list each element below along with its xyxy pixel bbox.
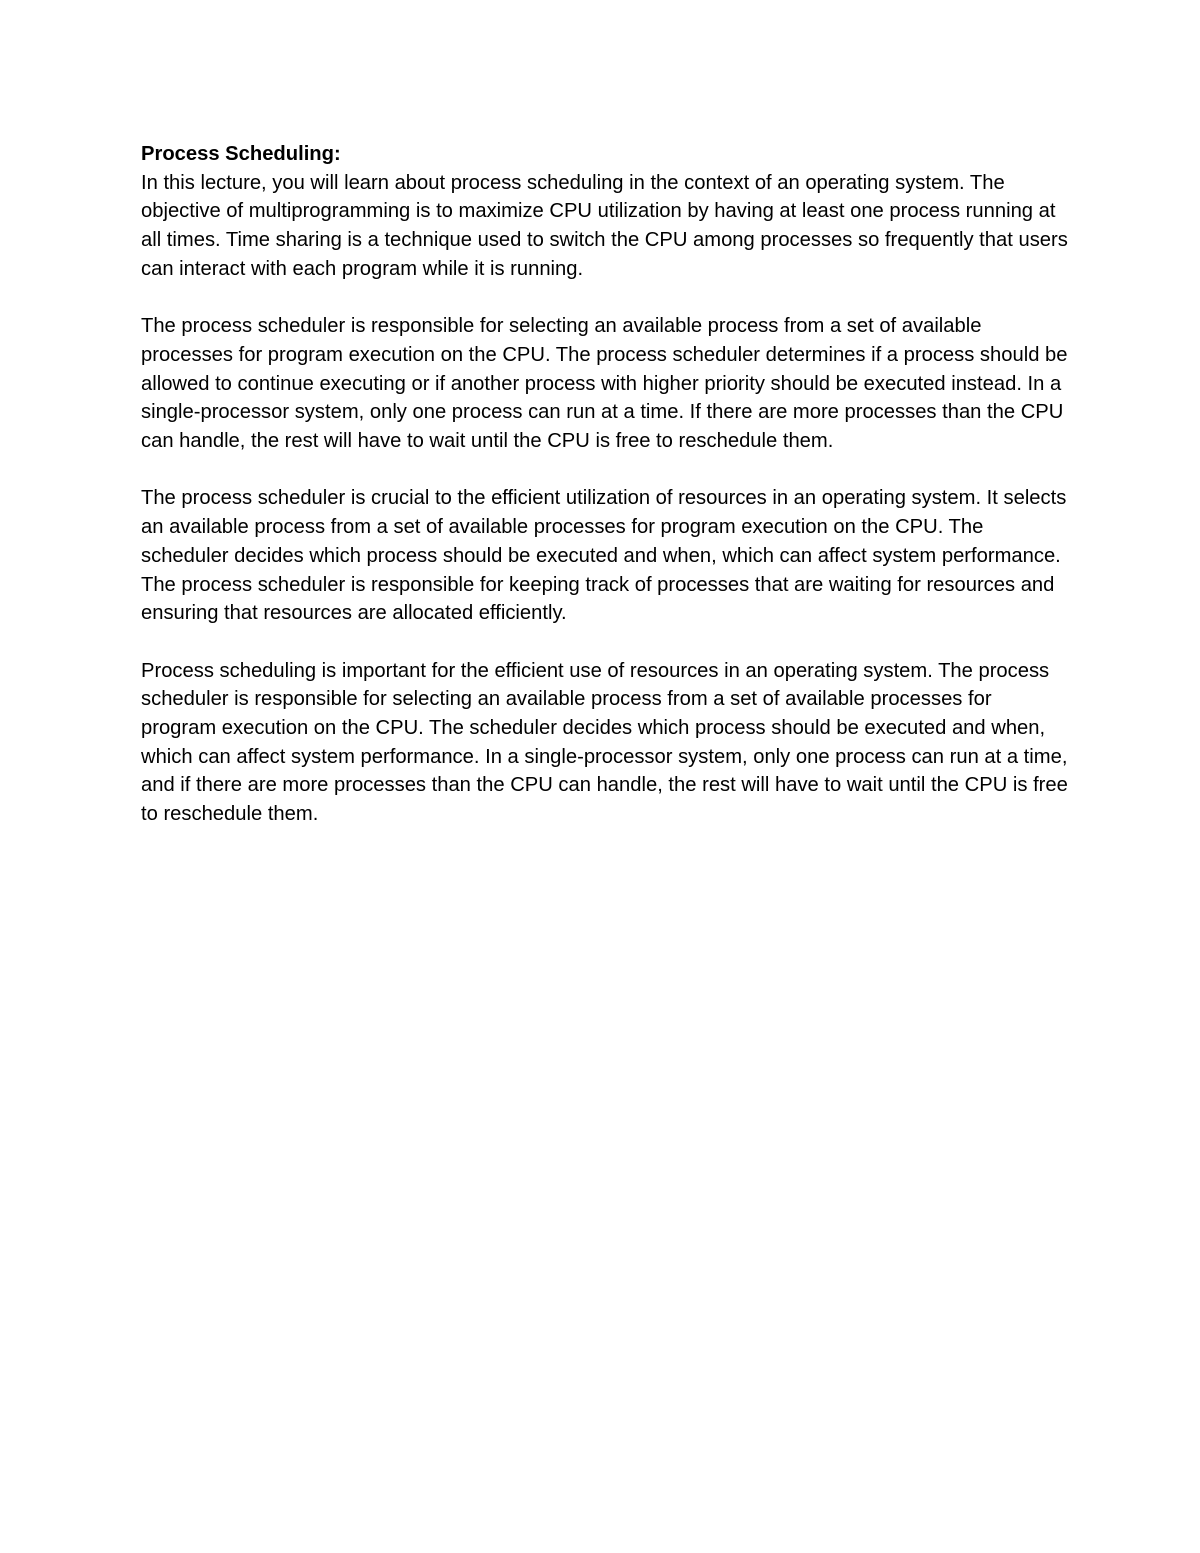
paragraph-intro: In this lecture, you will learn about process scheduling in the context of an operating system. The objective of multiprogramming is to maximize CPU utilization by having at least one process running at all times. Time sharing is a technique used to switch the CPU among processes so frequently that users can interact with each program while it is running. [141, 171, 1068, 280]
document-body [141, 140, 1071, 858]
document-heading: Process Scheduling: [141, 143, 341, 165]
paragraph-scheduling-summary: Process scheduling is important for the efficient use of resources in an operating system. The process scheduler is responsible for selecting an available process from a set of available processes for program execution on the CPU. The scheduler decides which process should be executed and when, which can affect system performance. In a single-processor system, only one process can run at a time, and if there are more processes than the CPU can handle, the rest will have to wait until the CPU is free to reschedule them. [141, 659, 1068, 826]
paragraph-scheduler-role: The process scheduler is responsible for selecting an available process from a set of available processes for program execution on the CPU. The process scheduler determines if a process should be allowed to continue executing or if another process with higher priority should be executed instead. In a single-processor system, only one process can run at a time. If there are more processes than the CPU can handle, the rest will have to wait until the CPU is free to reschedule them. [141, 315, 1068, 453]
paragraph-scheduler-importance: The process scheduler is crucial to the efficient utilization of resources in an operating system. It selects an available process from a set of available processes for program execution on the CPU. The scheduler decides which process should be executed and when, which can affect system performance. The process scheduler is responsible for keeping track of processes that are waiting for resources and ensuring that resources are allocated efficiently. [141, 487, 1067, 625]
